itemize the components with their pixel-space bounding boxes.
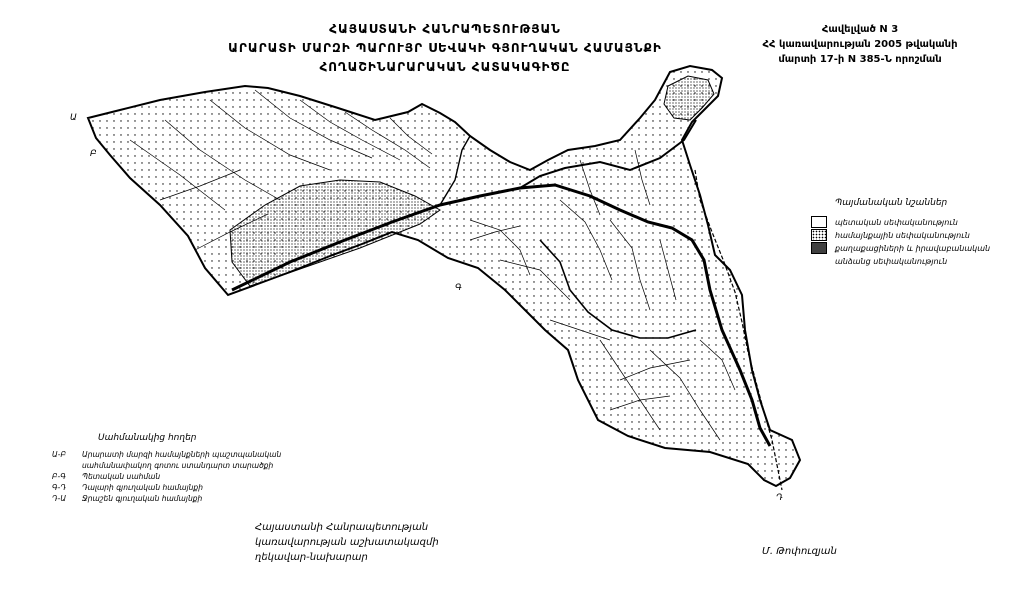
legend-item-private [811, 242, 990, 254]
signatory-title: Հայաստանի Հանրապետության կառավարության աշխատակազմի ղեկավար-նախարար [255, 522, 439, 563]
annex-line-1: Հավելված N 3 [821, 24, 899, 35]
adjacent-lands-title: Սահմանակից հողեր [98, 433, 197, 443]
signatory-name: Մ. Թոփուզյան [762, 546, 837, 557]
title-line-2: ԱՐԱՐԱՏԻ ՄԱՐԶԻ ՊԱՐՈՒՅՐ ՍԵՎԱԿԻ ԳՅՈՒՂԱԿԱՆ ՀԱՄԱՅՆՔԻ [228, 41, 662, 55]
legend-label-private-cont: անձանց սեփականություն [835, 256, 948, 266]
title-line-3: ՀՈՂԱՇԻՆԱՐԱՐԱԿԱՆ ՀԱՏԱԿԱԳԻԾԸ [319, 60, 571, 74]
legend-swatch-none [811, 255, 827, 267]
legend-swatch-plain [811, 216, 827, 228]
legend-item-private-cont [811, 255, 947, 267]
legend-label-community: համայնքային սեփականություն [835, 230, 970, 240]
title-line-1: ՀԱՅԱՍՏԱՆԻ ՀԱՆՐԱՊԵՏՈՒԹՅԱՆ [329, 22, 561, 36]
legend-title: Պայմանական նշաններ [835, 198, 948, 208]
adjacent-item: սահմանափակող գոտու ստանդարտ տարածքի [82, 461, 274, 470]
legend-swatch-dense [811, 242, 827, 254]
legend-label-state: պետական սեփականություն [835, 217, 958, 227]
adjacent-item: Բ-Գ Պետական սահման [52, 472, 161, 481]
community-boundary [88, 66, 800, 486]
legend-swatch-dotted [811, 229, 827, 241]
adjacent-item: Ա-Բ Արարատի մարզի համայնքների պաշտպանական [52, 450, 282, 459]
legend-label-private: քաղաքացիների և իրավաբանական [835, 243, 991, 253]
annex-line-3: մարտի 17-ի N 385-Ն որոշման [778, 54, 942, 65]
legend-item-state [811, 216, 958, 228]
legend-item-community [811, 229, 970, 241]
marker-a: Ա [70, 113, 77, 123]
marker-g: Գ [455, 283, 462, 293]
adjacent-item: Դ-Ա Ջրաշեն գյուղական համայնքի [52, 494, 203, 503]
adjacent-item: Գ-Դ Դալարի գյուղական համայնքի [52, 483, 203, 492]
marker-d: Դ [776, 493, 783, 503]
marker-b: Բ [90, 149, 97, 159]
annex-line-2: ՀՀ կառավարության 2005 թվականի [762, 39, 958, 50]
